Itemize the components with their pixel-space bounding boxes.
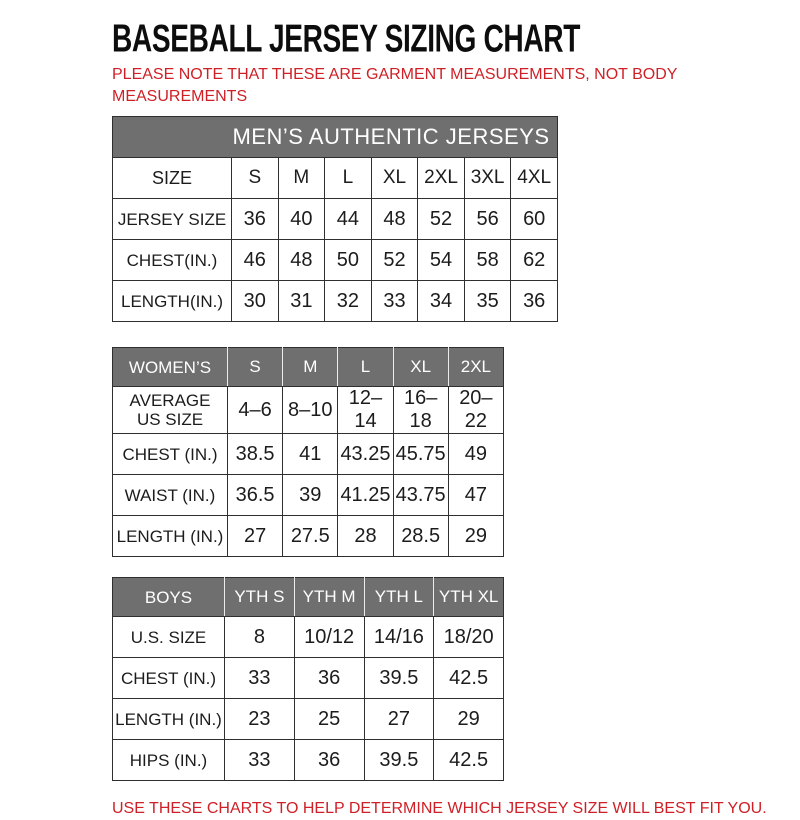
- size-value-cell: 52: [371, 240, 418, 281]
- size-value-cell: 39.5: [364, 658, 434, 699]
- size-value-cell: 27: [364, 699, 434, 740]
- row-label: LENGTH(IN.): [113, 281, 232, 322]
- size-value-cell: 8–10: [283, 387, 338, 434]
- size-value-cell: 34: [418, 281, 465, 322]
- size-value-cell: 14/16: [364, 617, 434, 658]
- table-row: [113, 240, 558, 281]
- size-value-cell: 33: [371, 281, 418, 322]
- size-value-cell: 39: [283, 475, 338, 516]
- column-header: YTH L: [364, 578, 434, 617]
- size-value-cell: 42.5: [434, 740, 504, 781]
- column-header-row: [113, 578, 504, 617]
- column-header: S: [228, 348, 283, 387]
- size-value-cell: 35: [464, 281, 511, 322]
- size-value-cell: 29: [448, 516, 503, 557]
- size-value-cell: 12–14: [338, 387, 393, 434]
- size-value-cell: 18/20: [434, 617, 504, 658]
- table-row: [113, 281, 558, 322]
- column-header-row: [113, 348, 504, 387]
- table-row: [113, 434, 504, 475]
- row-label: CHEST(IN.): [113, 240, 232, 281]
- table-row: [113, 658, 504, 699]
- column-header: YTH S: [225, 578, 295, 617]
- size-value-cell: 28.5: [393, 516, 448, 557]
- column-header: YTH XL: [434, 578, 504, 617]
- size-value-cell: 27: [228, 516, 283, 557]
- row-label: JERSEY SIZE: [113, 199, 232, 240]
- size-value-cell: 33: [225, 740, 295, 781]
- size-value-cell: 58: [464, 240, 511, 281]
- garment-measurement-note: PLEASE NOTE THAT THESE ARE GARMENT MEASUREMENTS, NOT BODY MEASUREMENTS: [112, 66, 678, 105]
- size-value-cell: 43.75: [393, 475, 448, 516]
- size-value-cell: 36: [232, 199, 279, 240]
- size-value-cell: 23: [225, 699, 295, 740]
- column-header: S: [232, 158, 279, 199]
- size-value-cell: 36: [511, 281, 558, 322]
- table-row: [113, 387, 504, 434]
- womens-sizing-table: [112, 347, 504, 557]
- row-label: CHEST (IN.): [113, 434, 228, 475]
- size-value-cell: 20–22: [448, 387, 503, 434]
- table-row: [113, 740, 504, 781]
- table-row: [113, 699, 504, 740]
- size-value-cell: 36: [294, 658, 364, 699]
- size-value-cell: 32: [325, 281, 372, 322]
- column-header: M: [278, 158, 325, 199]
- size-value-cell: 41: [283, 434, 338, 475]
- table-banner-row: [113, 117, 558, 158]
- column-header: L: [338, 348, 393, 387]
- size-value-cell: 36: [294, 740, 364, 781]
- size-value-cell: 30: [232, 281, 279, 322]
- size-value-cell: 56: [464, 199, 511, 240]
- size-value-cell: 46: [232, 240, 279, 281]
- fit-advice-note: USE THESE CHARTS TO HELP DETERMINE WHICH JERSEY SIZE WILL BEST FIT YOU.: [112, 800, 767, 817]
- table-row: [113, 475, 504, 516]
- size-value-cell: 33: [225, 658, 295, 699]
- size-value-cell: 44: [325, 199, 372, 240]
- size-value-cell: 28: [338, 516, 393, 557]
- boys-sizing-table: [112, 577, 504, 781]
- size-value-cell: 36.5: [228, 475, 283, 516]
- table-banner-label: MEN’S AUTHENTIC JERSEYS: [232, 124, 550, 149]
- size-value-cell: 16–18: [393, 387, 448, 434]
- size-value-cell: 27.5: [283, 516, 338, 557]
- size-value-cell: 10/12: [294, 617, 364, 658]
- table-row: [113, 199, 558, 240]
- size-value-cell: 40: [278, 199, 325, 240]
- size-value-cell: 47: [448, 475, 503, 516]
- row-label: WAIST (IN.): [113, 475, 228, 516]
- column-header: WOMEN’S: [113, 348, 228, 387]
- column-header: XL: [371, 158, 418, 199]
- row-label: LENGTH (IN.): [113, 699, 225, 740]
- size-value-cell: 42.5: [434, 658, 504, 699]
- column-header: XL: [393, 348, 448, 387]
- column-header: 4XL: [511, 158, 558, 199]
- mens-authentic-jerseys-table: [112, 116, 558, 322]
- column-header: 3XL: [464, 158, 511, 199]
- size-value-cell: 41.25: [338, 475, 393, 516]
- size-value-cell: 25: [294, 699, 364, 740]
- size-value-cell: 38.5: [228, 434, 283, 475]
- column-header: L: [325, 158, 372, 199]
- column-header: SIZE: [113, 158, 232, 199]
- row-label: LENGTH (IN.): [113, 516, 228, 557]
- column-header: M: [283, 348, 338, 387]
- size-value-cell: 60: [511, 199, 558, 240]
- table-banner: [113, 117, 558, 158]
- row-label: HIPS (IN.): [113, 740, 225, 781]
- column-header-row: [113, 158, 558, 199]
- row-label: AVERAGE US SIZE: [113, 387, 228, 434]
- size-value-cell: 31: [278, 281, 325, 322]
- column-header: BOYS: [113, 578, 225, 617]
- size-value-cell: 45.75: [393, 434, 448, 475]
- size-value-cell: 50: [325, 240, 372, 281]
- size-value-cell: 54: [418, 240, 465, 281]
- column-header: 2XL: [418, 158, 465, 199]
- size-value-cell: 48: [278, 240, 325, 281]
- size-value-cell: 39.5: [364, 740, 434, 781]
- column-header: YTH M: [294, 578, 364, 617]
- table-row: [113, 617, 504, 658]
- size-value-cell: 4–6: [228, 387, 283, 434]
- table-row: [113, 516, 504, 557]
- row-label: U.S. SIZE: [113, 617, 225, 658]
- page-title: BASEBALL JERSEY SIZING CHART: [112, 16, 580, 61]
- size-value-cell: 49: [448, 434, 503, 475]
- size-value-cell: 43.25: [338, 434, 393, 475]
- size-value-cell: 52: [418, 199, 465, 240]
- column-header: 2XL: [448, 348, 503, 387]
- size-value-cell: 29: [434, 699, 504, 740]
- size-value-cell: 62: [511, 240, 558, 281]
- row-label: CHEST (IN.): [113, 658, 225, 699]
- size-value-cell: 48: [371, 199, 418, 240]
- size-value-cell: 8: [225, 617, 295, 658]
